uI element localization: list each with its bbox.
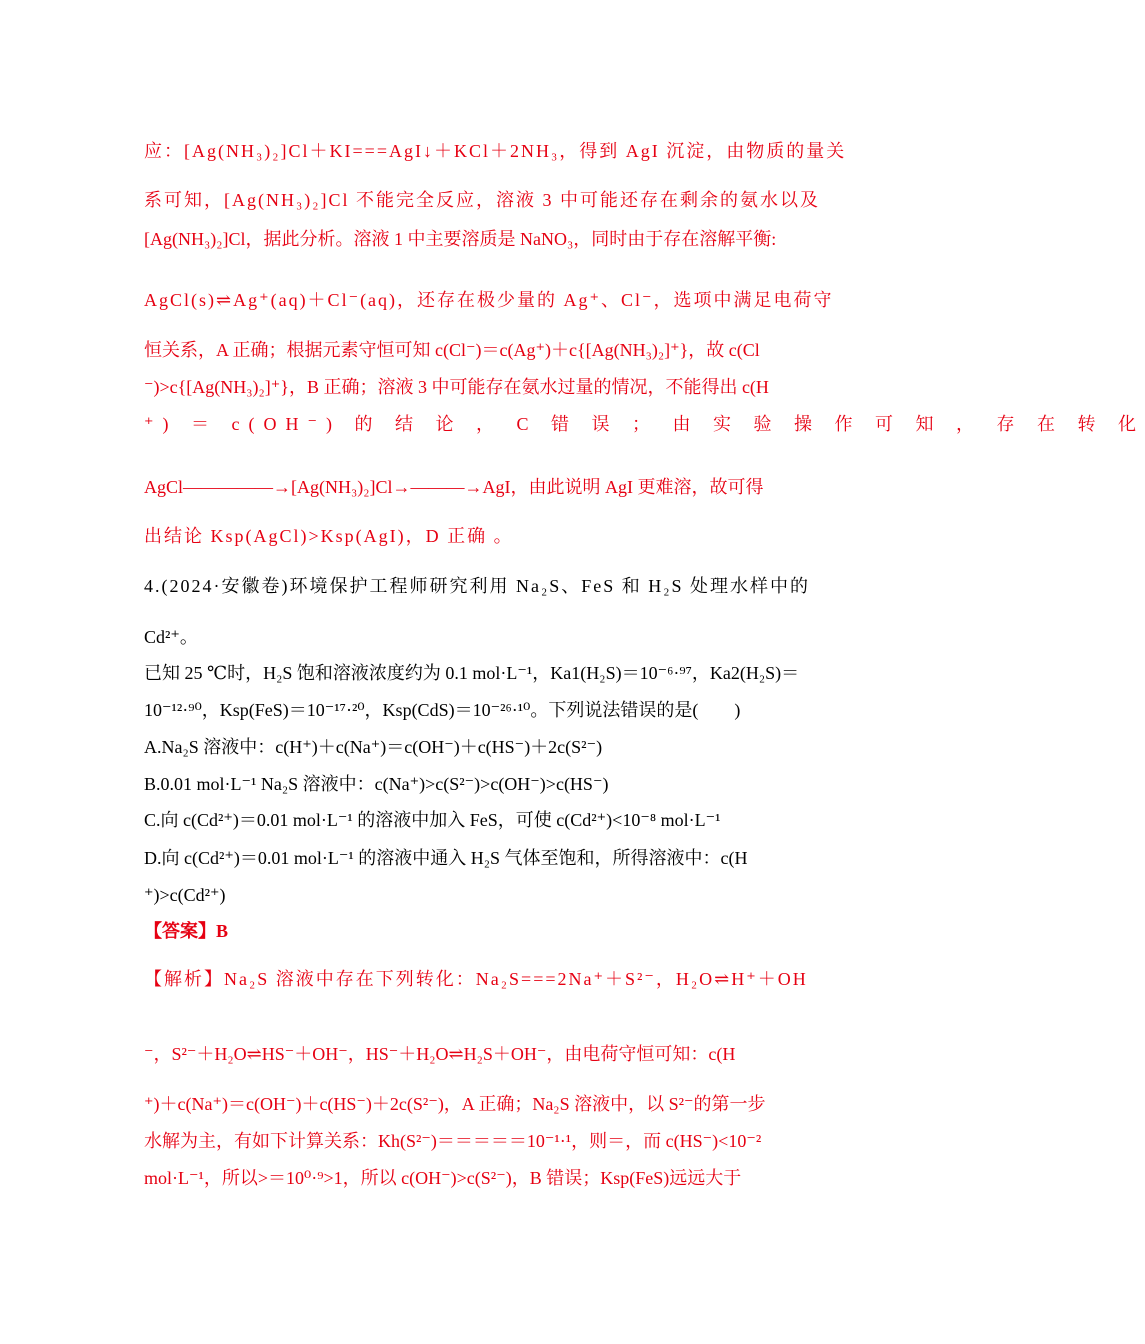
explanation-line-5: mol·L⁻¹，所以>＝10⁰·⁹>1，所以 c(OH⁻)>c(S²⁻)，B 错误；Ksp(FeS)远远大于 — [144, 1168, 742, 1188]
explanation-line-4: 水解为主，有如下计算关系：Kh(S²⁻)＝＝＝＝＝10⁻¹·¹，则＝，而 c(HS⁻)<10⁻² — [144, 1131, 762, 1151]
explanation-line-2: ⁻，S²⁻＋H₂O⇌HS⁻＋OH⁻，HS⁻＋H₂O⇌H₂S＋OH⁻，由电荷守恒可知：c(H — [144, 1044, 736, 1064]
question-stem-line-1: 4.(2024·安徽卷)环境保护工程师研究利用 Na₂S、FeS 和 H₂S 处理水样中的 — [144, 576, 811, 596]
answer-label: 【答案】B — [144, 921, 229, 941]
option-d-line-2: ⁺)>c(Cd²⁺) — [144, 885, 226, 905]
analysis-line-9: 出结论 Ksp(AgCl)>Ksp(AgI)，D 正确 。 — [144, 526, 514, 546]
explanation-line-1: 【解析】Na₂S 溶液中存在下列转化：Na₂S===2Na⁺＋S²⁻，H₂O⇌H⁺＋OH — [144, 969, 808, 989]
known-conditions-line-2: 10⁻¹²·⁹⁰，Ksp(FeS)＝10⁻¹⁷·²⁰，Ksp(CdS)＝10⁻²⁶·¹⁰。下列说法错误的是( ) — [144, 700, 741, 720]
analysis-line-8: AgCl—————→[Ag(NH₃)₂]Cl→———→AgI，由此说明 AgI 更难溶，故可得 — [144, 477, 764, 497]
analysis-line-4: AgCl(s)⇌Ag⁺(aq)＋Cl⁻(aq)，还存在极少量的 Ag⁺、Cl⁻，选项中满足电荷守 — [144, 290, 834, 310]
known-conditions-line-1: 已知 25 ℃时，H₂S 饱和溶液浓度约为 0.1 mol·L⁻¹，Ka1(H₂S)＝10⁻⁶·⁹⁷，Ka2(H₂S)＝ — [144, 663, 800, 683]
option-c: C.向 c(Cd²⁺)＝0.01 mol·L⁻¹ 的溶液中加入 FeS，可使 c(Cd²⁺)<10⁻⁸ mol·L⁻¹ — [144, 810, 721, 830]
analysis-line-2: 系可知，[Ag(NH₃)₂]Cl 不能完全反应，溶液 3 中可能还存在剩余的氨水以及 — [144, 190, 821, 210]
analysis-line-5: 恒关系，A 正确；根据元素守恒可知 c(Cl⁻)＝c(Ag⁺)＋c{[Ag(NH₃)₂]⁺}，故 c(Cl — [144, 340, 760, 360]
option-a: A.Na₂S 溶液中：c(H⁺)＋c(Na⁺)＝c(OH⁻)＋c(HS⁻)＋2c(S²⁻) — [144, 737, 603, 757]
explanation-line-3: ⁺)＋c(Na⁺)＝c(OH⁻)＋c(HS⁻)＋2c(S²⁻)，A 正确；Na₂S 溶液中，以 S²⁻的第一步 — [144, 1094, 766, 1114]
analysis-line-6: ⁻)>c{[Ag(NH₃)₂]⁺}，B 正确；溶液 3 中可能存在氨水过量的情况，不能得出 c(H — [144, 377, 769, 397]
option-d-line-1: D.向 c(Cd²⁺)＝0.01 mol·L⁻¹ 的溶液中通入 H₂S 气体至饱和，所得溶液中：c(H — [144, 848, 748, 868]
analysis-line-3: [Ag(NH₃)₂]Cl，据此分析。溶液 1 中主要溶质是 NaNO₃，同时由于存在溶解平衡: — [144, 229, 777, 249]
analysis-line-7: ⁺) ＝ c(OH⁻) 的 结 论 ， C 错 误 ； 由 实 验 操 作 可 知 ， 存 在 转 化 — [144, 414, 1145, 434]
analysis-line-1: 应：[Ag(NH₃)₂]Cl＋KI===AgI↓＋KCl＋2NH₃，得到 AgI 沉淀，由物质的量关 — [144, 141, 847, 161]
option-b: B.0.01 mol·L⁻¹ Na₂S 溶液中：c(Na⁺)>c(S²⁻)>c(OH⁻)>c(HS⁻) — [144, 774, 609, 794]
question-stem-line-2: Cd²⁺。 — [144, 627, 198, 647]
